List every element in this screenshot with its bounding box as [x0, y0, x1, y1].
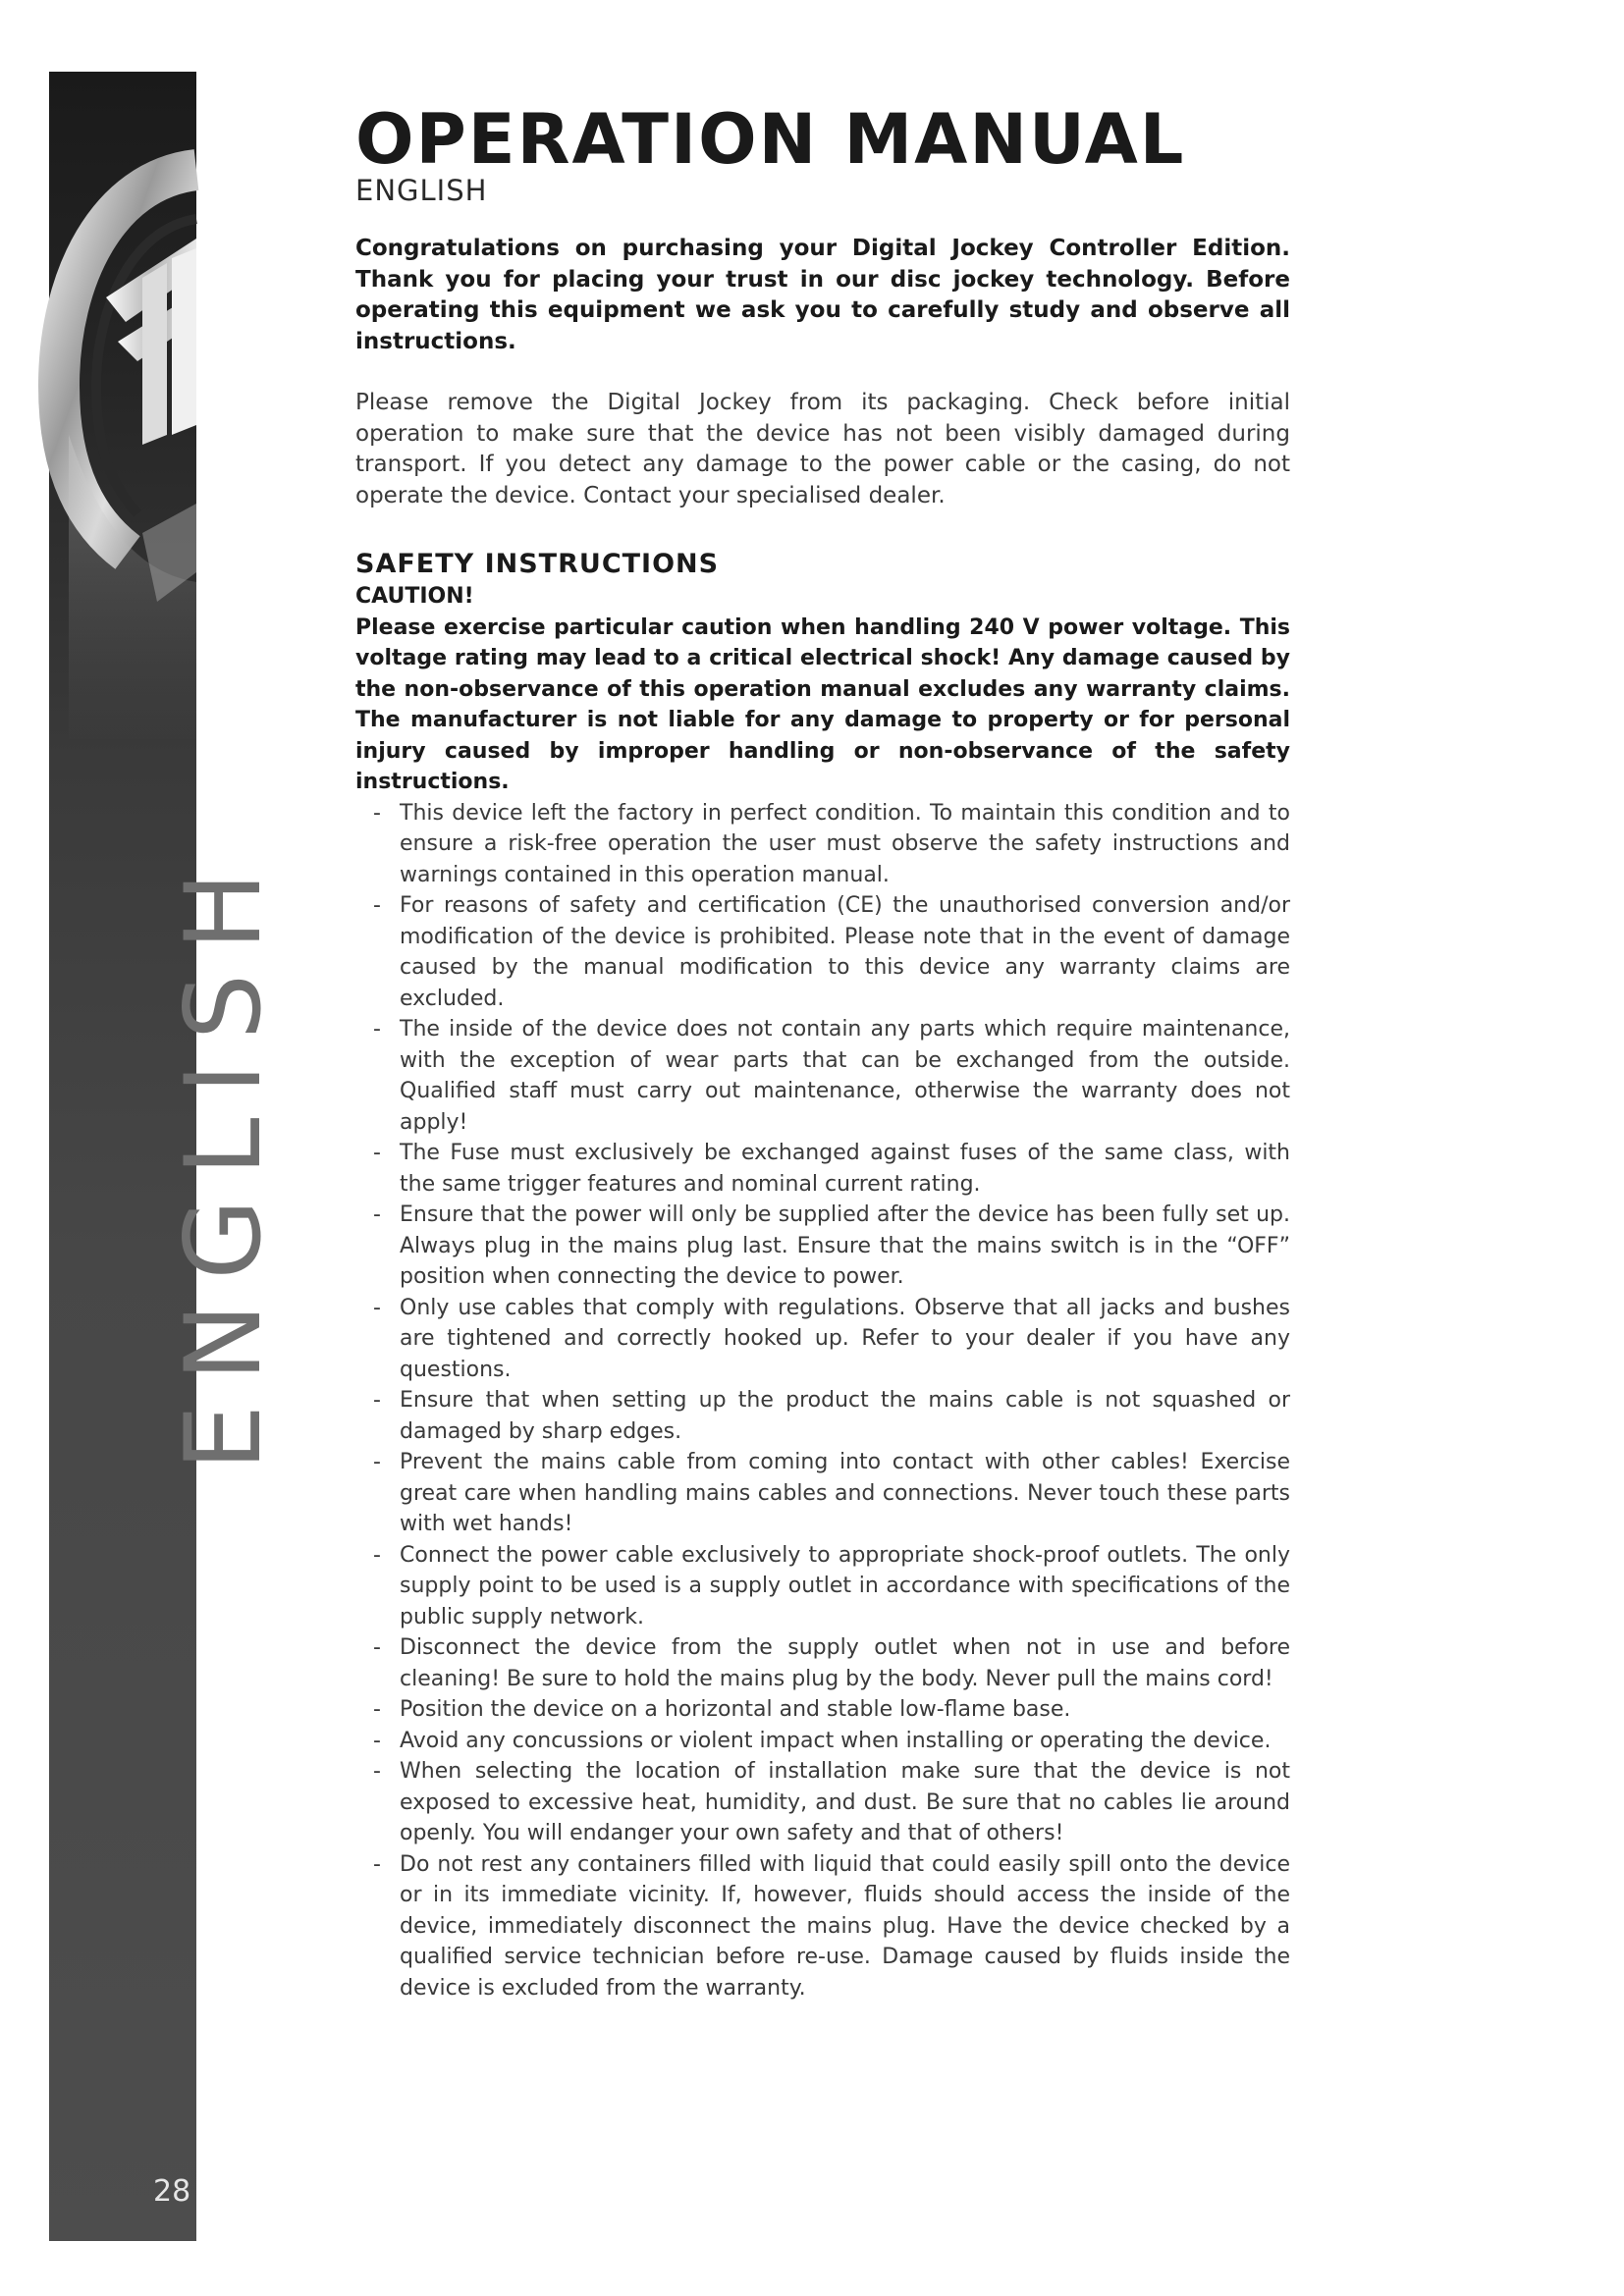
list-item-text: Prevent the mains cable from coming into contact with other cables! Exercise great care when handling mains cables and connections. Never touch these parts with wet hands!	[400, 1450, 1290, 1536]
list-item-text: The inside of the device does not contain any parts which require maintenance, with the exception of wear parts that can be exchanged from the outside. Qualified staff must carry out maintenance, otherwise the warranty does not apply!	[400, 1017, 1290, 1135]
list-item: - Prevent the mains cable from coming into contact with other cables! Exercise great care when handling mains cables and connections. Never touch these parts with wet hands!	[373, 1450, 1290, 1536]
list-item: - Do not rest any containers filled with liquid that could easily spill onto the device or in its immediate vicinity. If, however, fluids should access the inside of the device, immediately disconnect the mains plug. Have the device checked by a qualified service technician before re-use. Damage caused by fluids inside the device is excluded from the warranty.	[373, 1851, 1290, 2001]
list-item: - Connect the power cable exclusively to appropriate shock-proof outlets. The only supply point to be used is a supply outlet in accordance with specifications of the public supply network.	[373, 1542, 1290, 1629]
list-item-text: Avoid any concussions or violent impact when installing or operating the device.	[400, 1728, 1272, 1753]
list-item: - The inside of the device does not contain any parts which require maintenance, with the exception of wear parts that can be exchanged from the outside. Qualified staff must carry out maintenance, otherwise the warranty does not apply!	[373, 1017, 1290, 1135]
caution-heading: CAUTION!	[355, 584, 474, 609]
brand-logo-icon	[49, 111, 196, 739]
list-item: - Position the device on a horizontal and stable low-flame base.	[373, 1697, 1071, 1722]
sidebar-language-label: ENGLISH	[163, 848, 284, 1470]
list-item-text: Disconnect the device from the supply outlet when not in use and before cleaning! Be sure to hold the mains plug by the body. Never pull the mains cord!	[400, 1635, 1290, 1691]
list-item: - Only use cables that comply with regulations. Observe that all jacks and bushes are tightened and correctly hooked up. Refer to your dealer if you have any questions.	[373, 1295, 1290, 1382]
list-item: - Ensure that when setting up the product the mains cable is not squashed or damaged by sharp edges.	[373, 1388, 1290, 1444]
list-item: - Disconnect the device from the supply outlet when not in use and before cleaning! Be sure to hold the mains plug by the body. Never pull the mains cord!	[373, 1635, 1290, 1691]
list-item: - When selecting the location of installation make sure that the device is not exposed to excessive heat, humidity, and dust. Be sure that no cables lie around openly. You will endanger your own safety and that of others!	[373, 1759, 1290, 1845]
safety-section-title: SAFETY INSTRUCTIONS	[355, 549, 720, 579]
unpacking-paragraph: Please remove the Digital Jockey from its packaging. Check before initial operation to make sure that the device has not been visibly damaged during transport. If you detect any damage to the power cable or the casing, do not operate the device. Contact your specialised dealer.	[355, 390, 1290, 508]
main-content	[355, 99, 1290, 2003]
list-item-text: Ensure that when setting up the product the mains cable is not squashed or damaged by sharp edges.	[400, 1388, 1290, 1444]
page-title: OPERATION MANUAL	[355, 99, 1186, 180]
list-item-text: Only use cables that comply with regulations. Observe that all jacks and bushes are tightened and correctly hooked up. Refer to your dealer if you have any questions.	[400, 1295, 1290, 1382]
list-item-text: For reasons of safety and certification (CE) the unauthorised conversion and/or modification of the device is prohibited. Please note that in the event of damage caused by the manual modification to this device any warranty claims are excluded.	[400, 893, 1290, 1011]
list-item-text: The Fuse must exclusively be exchanged against fuses of the same class, with the same trigger features and nominal current rating.	[400, 1141, 1290, 1197]
list-item: - For reasons of safety and certification (CE) the unauthorised conversion and/or modification of the device is prohibited. Please note that in the event of damage caused by the manual modification to this device any warranty claims are excluded.	[373, 893, 1290, 1011]
list-item-text: Do not rest any containers filled with liquid that could easily spill onto the device or in its immediate vicinity. If, however, fluids should access the inside of the device, immediately disconnect the mains plug. Have the device checked by a qualified service technician before re-use. Damage caused by fluids inside the device is excluded from the warranty.	[400, 1851, 1290, 2001]
list-item: - Ensure that the power will only be supplied after the device has been fully set up. Always plug in the mains plug last. Ensure that the mains switch is in the “OFF” position when connecting the device to power.	[373, 1202, 1290, 1289]
safety-warning: Please exercise particular caution when handling 240 V power voltage. This voltage rating may lead to a critical electrical shock! Any damage caused by the non-observance of this operation manual excludes any warranty claims. The manufacturer is not liable for any damage to property or for personal injury caused by improper handling or non-observance of the safety instructions.	[355, 614, 1290, 794]
page-subtitle: ENGLISH	[355, 174, 488, 207]
list-item-text: This device left the factory in perfect condition. To maintain this condition and to ensure a risk-free operation the user must observe the safety instructions and warnings contained in this operation manual.	[400, 800, 1290, 887]
list-item-text: When selecting the location of installation make sure that the device is not exposed to excessive heat, humidity, and dust. Be sure that no cables lie around openly. You will endanger your own safety and that of others!	[400, 1759, 1290, 1845]
list-item: - This device left the factory in perfect condition. To maintain this condition and to ensure a risk-free operation the user must observe the safety instructions and warnings contained in this operation manual.	[373, 800, 1290, 887]
page-number: 28	[153, 2174, 191, 2209]
list-item: - Avoid any concussions or violent impact when installing or operating the device.	[373, 1728, 1272, 1753]
safety-list	[355, 798, 1290, 2004]
list-item: - The Fuse must exclusively be exchanged against fuses of the same class, with the same trigger features and nominal current rating.	[373, 1141, 1290, 1197]
list-item-text: Connect the power cable exclusively to appropriate shock-proof outlets. The only supply point to be used is a supply outlet in accordance with specifications of the public supply network.	[400, 1542, 1290, 1629]
list-item-text: Position the device on a horizontal and stable low-flame base.	[400, 1697, 1071, 1722]
sidebar-band	[49, 72, 284, 2241]
list-item-text: Ensure that the power will only be supplied after the device has been fully set up. Always plug in the mains plug last. Ensure that the mains switch is in the “OFF” position when connecting the device to power.	[400, 1202, 1290, 1289]
intro-paragraph: Congratulations on purchasing your Digital Jockey Controller Edition. Thank you for placing your trust in our disc jockey technology. Before operating this equipment we ask you to carefully study and observe all instructions.	[355, 236, 1290, 354]
